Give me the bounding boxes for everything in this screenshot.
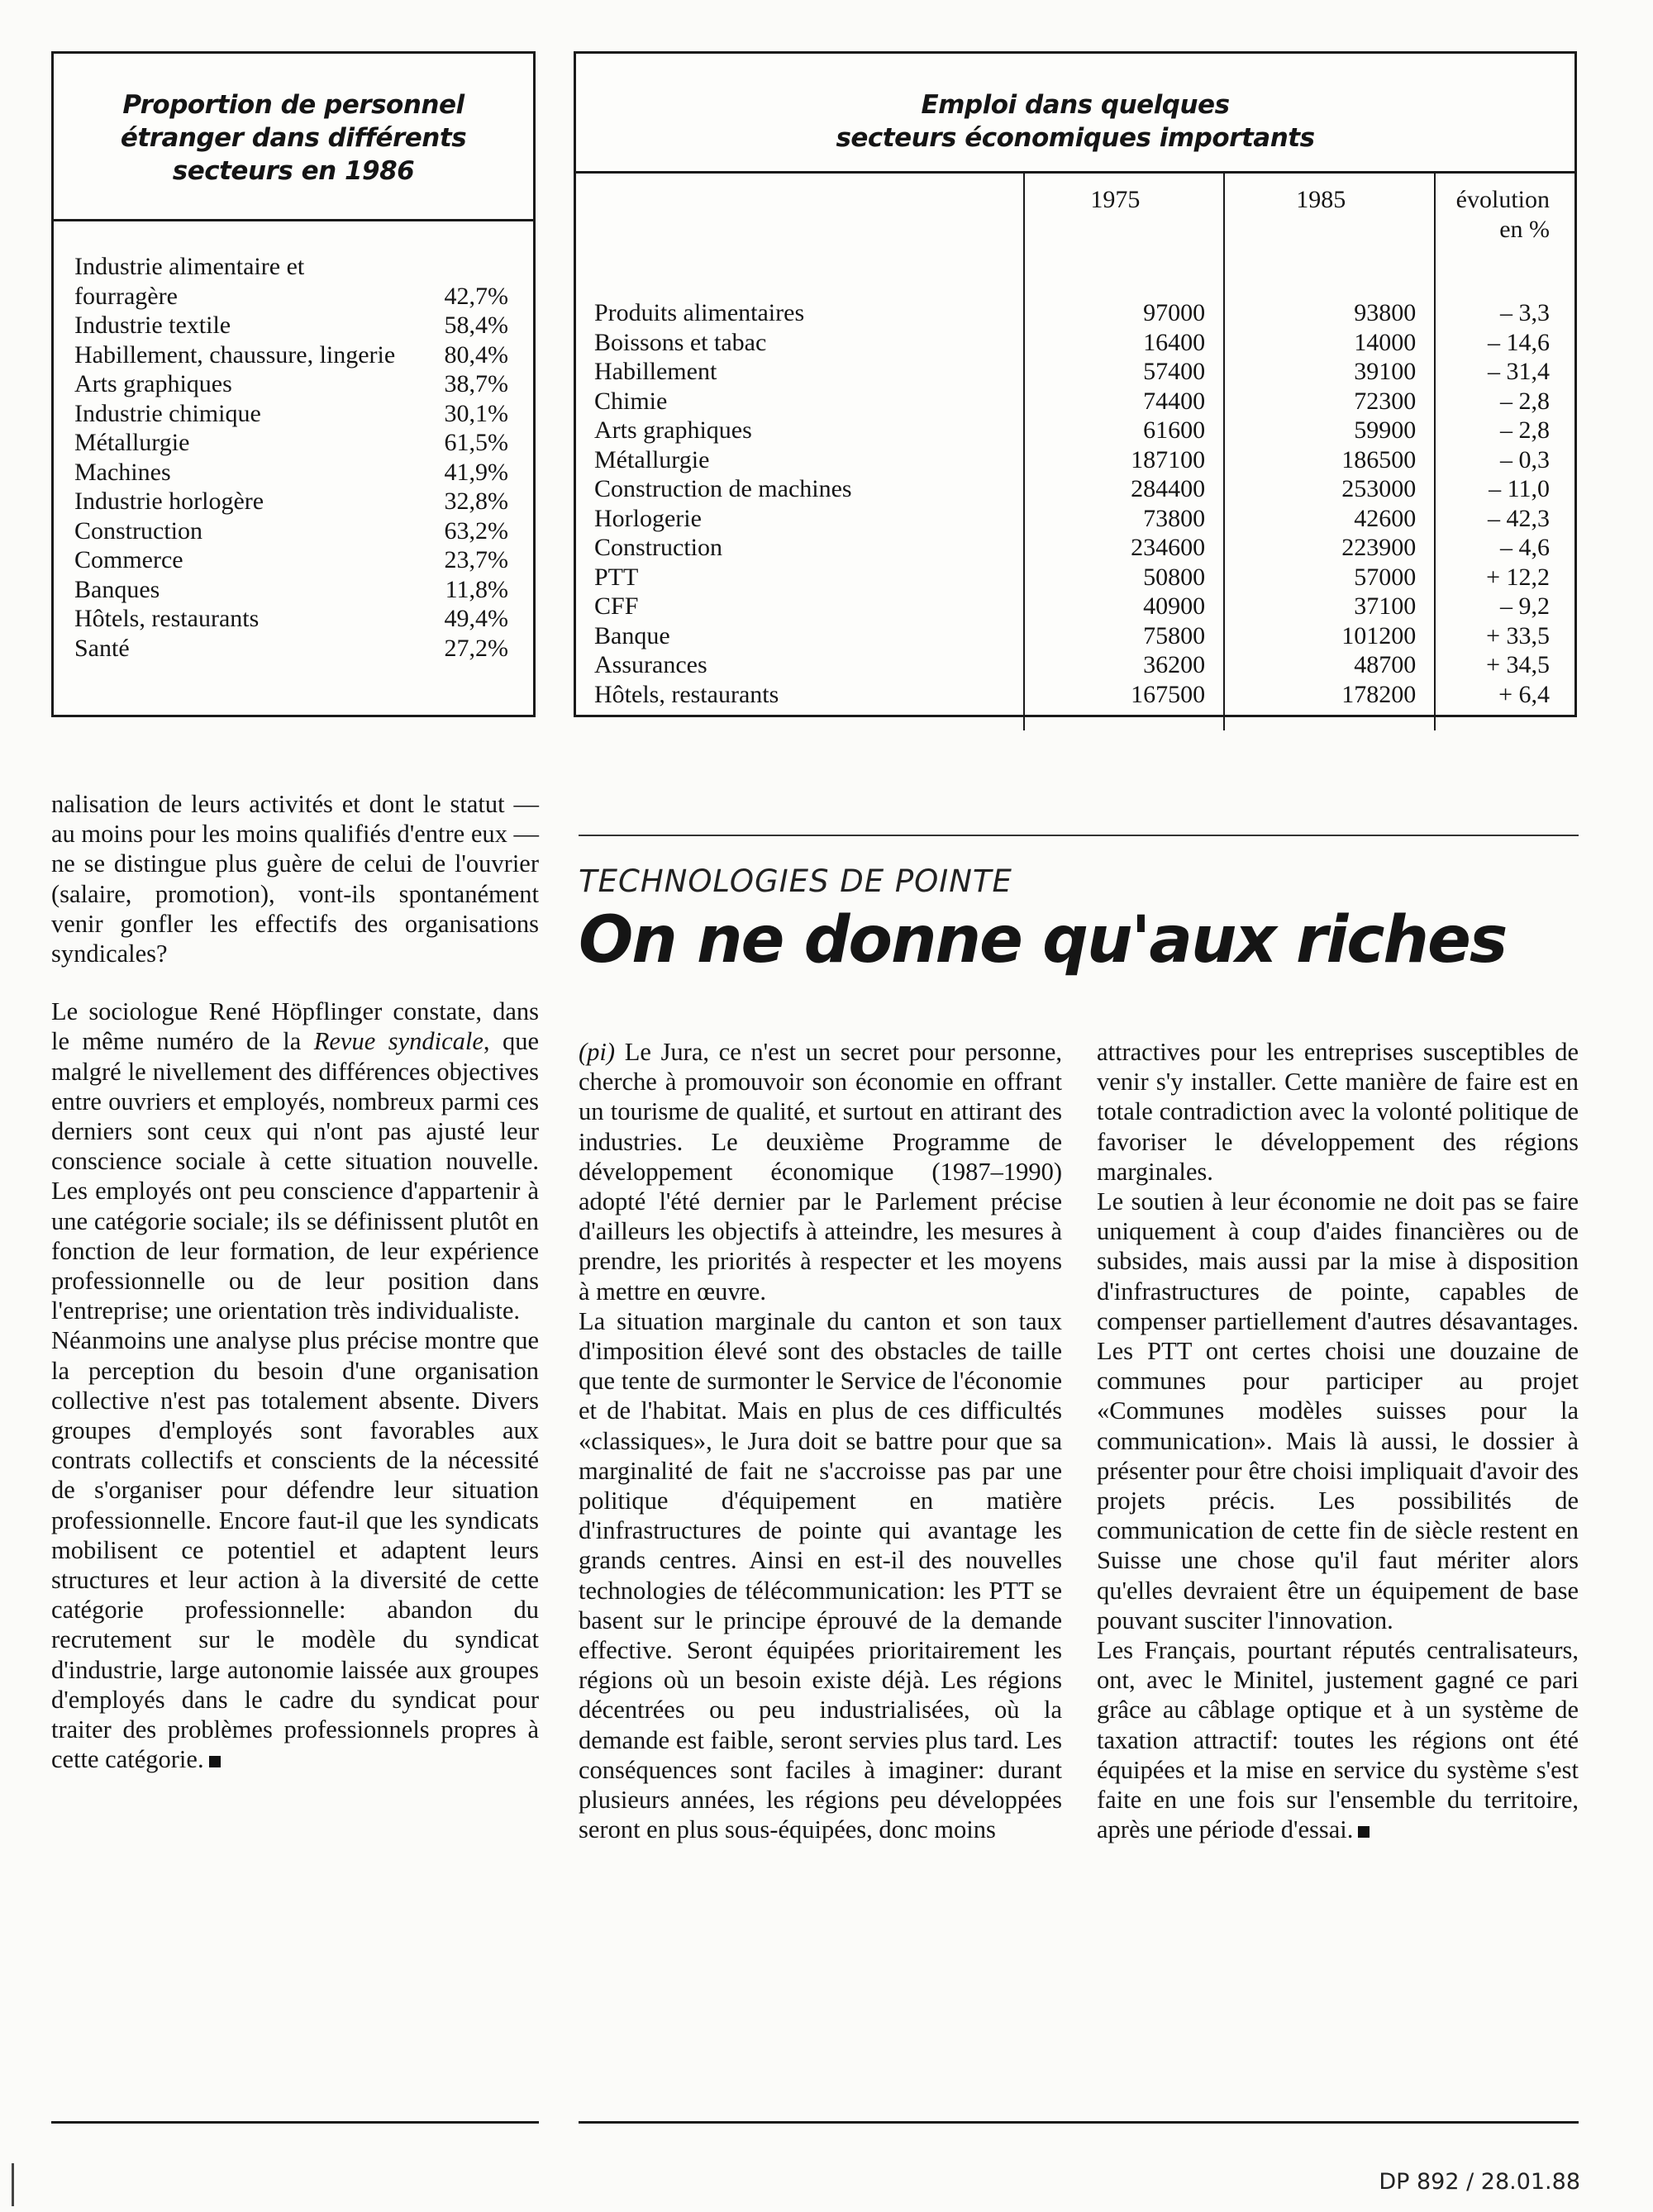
byline: (pi) [579,1038,616,1066]
employment-1975: 187100 [1024,445,1225,475]
sector-name: Assurances [594,651,707,678]
sector-percentage: 23,7% [444,546,508,573]
employment-1975: 284400 [1024,474,1225,504]
employment-1975: 50800 [1024,563,1225,592]
employment-header-evolution: évolution en % [1435,174,1574,269]
article-headline: On ne donne qu'aux riches [579,903,1507,978]
article-para: attractives pour les entreprises susceptibles de venir s'y installer. Cette manière de faire est en totale contradiction avec la volonté politique de favoriser le développement des régions marginales. [1097,1038,1579,1186]
sector-name: Chimie [594,387,668,415]
employment-evolution: – 2,8 [1435,416,1574,445]
article-column-2 [579,1037,1062,1844]
employment-evolution: – 3,3 [1435,269,1574,328]
foreign-staff-row [74,516,508,546]
sector-label: Machines [74,458,171,486]
employment-1975: 75800 [1024,621,1225,651]
sector-name: Construction de machines [594,475,852,502]
employment-1975: 73800 [1024,504,1225,534]
end-mark-icon [209,1756,221,1767]
employment-evolution: – 31,4 [1435,357,1574,387]
sector-label: Industrie textile [74,312,231,339]
sector-label: Habillement, chaussure, lingerie [74,340,396,369]
employment-row [576,680,1574,731]
foreign-staff-row [74,634,508,664]
sector-percentage: 41,9% [444,458,508,486]
sector-label: Industrie chimique [74,399,261,427]
employment-evolution: + 33,5 [1435,621,1574,651]
employment-1985: 37100 [1224,592,1435,621]
employment-evolution: – 0,3 [1435,445,1574,475]
foreign-staff-row [74,369,508,399]
employment-1985: 39100 [1224,357,1435,387]
employment-row [576,445,1574,475]
employment-row [576,504,1574,534]
employment-1985: 178200 [1224,680,1435,731]
article-continuation [51,789,539,1775]
employment-row [576,621,1574,651]
foreign-staff-row [74,340,508,370]
sector-percentage: 58,4% [444,312,508,339]
sector-name: Arts graphiques [594,416,752,444]
employment-table [574,51,1577,717]
foreign-staff-row [74,458,508,488]
sector-label: Construction [74,516,202,545]
sector-name: Boissons et tabac [594,328,767,356]
sector-percentage: 49,4% [444,605,508,632]
sector-name: Horlogerie [594,504,702,532]
employment-title: Emploi dans quelques secteurs économiques importants [576,54,1574,174]
sector-name: CFF [594,592,639,620]
foreign-staff-table [51,51,536,717]
employment-1985: 42600 [1224,504,1435,534]
employment-row [576,474,1574,504]
sector-label: Industrie horlogère [74,488,264,515]
employment-evolution: + 34,5 [1435,650,1574,680]
employment-evolution: – 2,8 [1435,387,1574,416]
sector-percentage: 80,4% [444,340,508,369]
employment-1985: 72300 [1224,387,1435,416]
employment-1975: 167500 [1024,680,1225,731]
sector-percentage: 42,7% [444,282,508,310]
employment-evolution: – 9,2 [1435,592,1574,621]
sector-name: Banque [594,621,670,649]
foreign-staff-list [74,252,508,663]
sector-name: Construction [594,534,722,561]
sector-percentage: 32,8% [444,488,508,515]
employment-1985: 223900 [1224,533,1435,563]
employment-row [576,592,1574,621]
bottom-rule [51,2121,539,2124]
foreign-staff-row [74,487,508,516]
employment-header-1975: 1975 [1024,174,1225,269]
employment-row [576,563,1574,592]
sector-name: Habillement [594,358,717,385]
margin-mark [12,2163,14,2206]
employment-row [576,416,1574,445]
foreign-staff-title: Proportion de personnel étranger dans différents secteurs en 1986 [54,54,533,221]
foreign-staff-row [74,575,508,605]
employment-row [576,269,1574,328]
employment-header-sector [576,174,1024,269]
employment-evolution: – 4,6 [1435,533,1574,563]
sector-percentage: 63,2% [444,516,508,545]
sector-name: Hôtels, restaurants [594,680,779,708]
employment-1975: 97000 [1024,269,1225,328]
article-para: Le soutien à leur économie ne doit pas se faire uniquement à coup d'aides financières ou de subsides, mais aussi par la mise à disposition d'infrastructures de pointe, capables de compenser partiellement d'autres désavantages. Les PTT ont certes choisi une douzaine de communes pour participer au projet «Communes modèles suisses pour la communication». Mais là aussi, le dossier à présenter pour être choisi impliquait d'avoir des projets précis. Les possibilités de communication de cette fin de siècle restent en Suisse une chose qu'il faut mériter alors qu'elles devraient être un équipement de base pouvant susciter l'innovation. [1097,1187,1579,1634]
section-rule [579,835,1579,836]
employment-1975: 40900 [1024,592,1225,621]
sector-label: Hôtels, restaurants [74,605,260,632]
sector-label: Arts graphiques [74,370,232,397]
employment-1975: 74400 [1024,387,1225,416]
page-folio: DP 892 / 28.01.88 [1379,2169,1580,2195]
sector-label: Métallurgie [74,429,190,456]
journal-title: Revue syndicale [313,1027,484,1056]
sector-percentage: 11,8% [445,575,508,603]
article-continuation-para: nalisation de leurs activités et dont le statut — au moins pour les moins qualifiés d'entre eux — ne se distingue plus guère de celui de l'ouvrier (salaire, promotion), vont-ils spontanément venir gonfler les effectifs des organisations syndicales? [51,790,539,968]
bottom-rule [579,2121,1579,2124]
employment-evolution: + 6,4 [1435,680,1574,731]
foreign-staff-row [74,311,508,340]
foreign-staff-row [74,399,508,429]
foreign-staff-row [74,545,508,575]
employment-1985: 59900 [1224,416,1435,445]
sector-percentage: 30,1% [444,399,508,427]
employment-evolution: – 42,3 [1435,504,1574,534]
employment-row [576,533,1574,563]
article-para: (pi) Le Jura, ce n'est un secret pour personne, cherche à promouvoir son économie en offrant un tourisme de qualité, et surtout en attirant des industries. Le deuxième Programme de développement économique (1987–1990) adopté l'été dernier par le Parlement précise d'ailleurs les objectifs à atteindre, les mesures à prendre, les priorités à respecter et les moyens à mettre en œuvre. [579,1038,1062,1306]
employment-evolution: – 14,6 [1435,328,1574,358]
employment-1985: 186500 [1224,445,1435,475]
employment-1985: 253000 [1224,474,1435,504]
employment-1985: 57000 [1224,563,1435,592]
employment-evolution: – 11,0 [1435,474,1574,504]
employment-1975: 16400 [1024,328,1225,358]
employment-row [576,328,1574,358]
foreign-staff-row [74,252,508,311]
employment-1985: 14000 [1224,328,1435,358]
sector-label: Banques [74,575,160,603]
employment-1975: 57400 [1024,357,1225,387]
article-kicker: TECHNOLOGIES DE POINTE [579,863,1012,899]
employment-table-body [576,269,1574,730]
employment-1975: 61600 [1024,416,1225,445]
employment-1985: 48700 [1224,650,1435,680]
employment-row [576,357,1574,387]
foreign-staff-row [74,604,508,634]
article-para: La situation marginale du canton et son taux d'imposition élevé sont des obstacles de taille que tente de surmonter le Service de l'économie et de l'habitat. Mais en plus de ces difficultés «classiques», le Jura doit se battre pour que sa marginalité de fait ne s'accroisse pas par une politique d'équipement en matière d'infrastructures de pointe qui avantage les grands centres. Ainsi en est-il des nouvelles technologies de télécommunication: les PTT se basent sur le principe éprouvé de la demande effective. Seront équipées prioritairement les régions où un besoin existe déjà. Les régions décentrées ou peu industrialisées, où la demande est faible, seront servies plus tard. Les conséquences sont faciles à imaginer: durant plusieurs années, les régions peu développées seront en plus sous-équipées, donc moins [579,1306,1062,1844]
employment-evolution: + 12,2 [1435,563,1574,592]
employment-1985: 101200 [1224,621,1435,651]
employment-1975: 36200 [1024,650,1225,680]
sector-name: Métallurgie [594,445,710,473]
sector-percentage: 61,5% [444,429,508,456]
article-continuation-para: Le sociologue René Höpflinger constate, dans le même numéro de la Revue syndicale, que malgré le nivellement des différences objectives entre ouvriers et employés, nombreux parmi ces derniers sont ceux qui n'ont pas ajusté leur conscience sociale à cette situation nouvelle. Les employés ont peu conscience d'appartenir à une catégorie sociale; ils se définissent plutôt en fonction de leur formation, de leur expérience professionnelle ou de leur position dans l'entreprise; une orientation très individualiste. [51,997,539,1325]
employment-data-table [576,174,1574,730]
foreign-staff-row [74,428,508,458]
employment-row [576,387,1574,416]
article-para: Les Français, pourtant réputés centralisateurs, ont, avec le Minitel, justement gagné ce pari grâce au câblage optique et à un système de taxation attractif: toutes les régions ont été équipées et la mise en service du système s'est faite en une fois sur l'ensemble du territoire, après une période d'essai. [1097,1636,1579,1844]
sector-percentage: 27,2% [444,634,508,662]
sector-percentage: 38,7% [444,370,508,397]
article-continuation-para: Néanmoins une analyse plus précise montre que la perception du besoin d'une organisation collective n'est pas totalement absente. Divers groupes d'employés sont favorables aux contrats collectifs et conscients de la nécessité de s'organiser pour défendre leur situation professionnelle. Encore faut-il que les syndicats mobilisent ce potentiel et adaptent leurs structures et leur action à la diversité de cette catégorie professionnelle: abandon du recrutement sur le modèle du syndicat d'industrie, large autonomie laissée aux groupes d'employés dans le cadre du syndicat pour traiter des problèmes professionnels propres à cette catégorie. [51,1326,539,1774]
sector-label: Commerce [74,546,183,573]
sector-label: Industrie alimentaire et fourragère [74,253,305,310]
article-column-3 [1097,1037,1579,1844]
employment-1985: 93800 [1224,269,1435,328]
employment-row [576,650,1574,680]
end-mark-icon [1358,1826,1370,1838]
sector-name: Produits alimentaires [594,299,805,326]
employment-header-1985: 1985 [1224,174,1435,269]
sector-name: PTT [594,563,639,591]
sector-label: Santé [74,634,130,662]
employment-1975: 234600 [1024,533,1225,563]
